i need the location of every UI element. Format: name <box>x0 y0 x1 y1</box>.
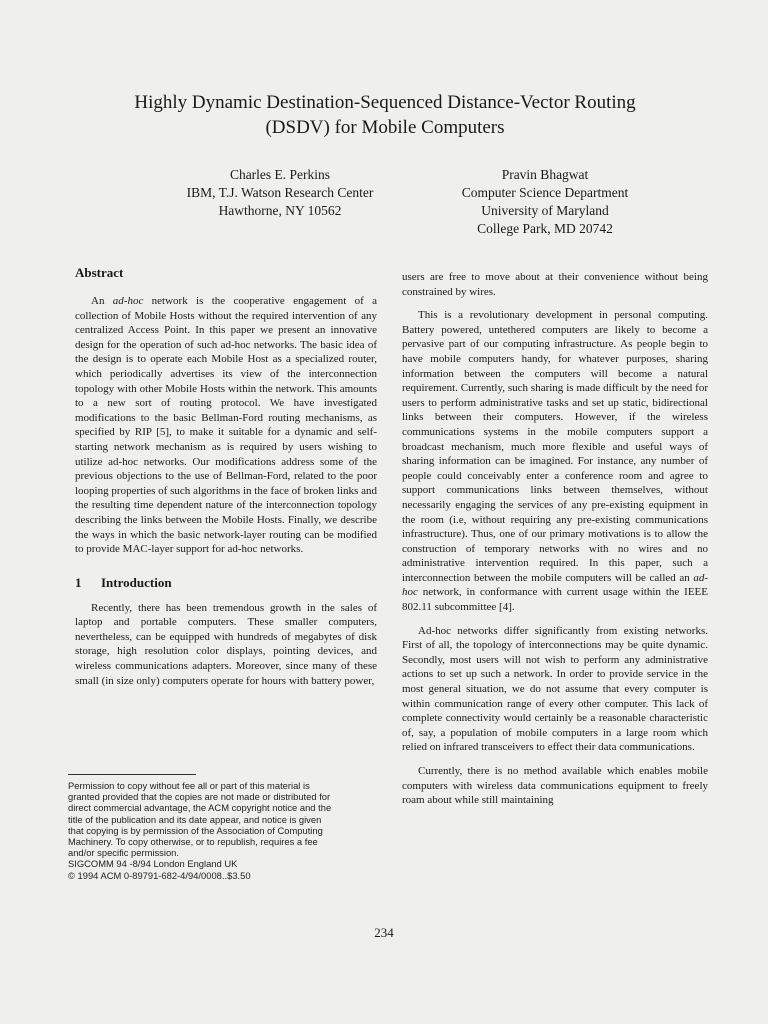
title-line-2: (DSDV) for Mobile Computers <box>265 117 505 138</box>
introduction-heading <box>75 575 377 591</box>
right-column <box>402 270 708 817</box>
intro-paragraph: Ad-hoc networks differ significantly from existing networks. First of all, the topology of interconnections may be quite dynamic. Secondly, most users will not wish to perform any administrative actions to set up such a network. In order to provide service in the most general situation, we do not assume that every computer is within communication range of every other computer. This lack of complete connectivity would certainly be a reasonable characteristic of, say, a population of mobile computers in a large room which relied on infrared transceivers to effect their data communications. <box>402 624 708 754</box>
footnote-line: Machinery. To copy otherwise, or to republish, requires a fee <box>68 836 318 848</box>
intro-paragraph: This is a revolutionary development in personal computing. Battery powered, untethered computers are likely to become a pervasive part of our computing infrastructure. As people begin to have mobile computers handy, for whatever purposes, sharing information between the computers will become a natural requirement. Currently, such sharing is made difficult by the need for users to perform administrative tasks and set up static, bidirectional links between their computers. However, if the wireless communications systems in the mobile computers support a broadcast mechanism, much more flexible and useful ways of sharing information can be imagined. For instance, any number of people could conceivably enter a conference room and agree to support communications links between themselves, without necessarily engaging the services of any pre-existing equipment in the room (i.e, without requiring any pre-existing communications infrastructure). Thus, one of our primary motivations is to allow the construction of temporary networks with no wires and no administrative intervention required. In this paper, such a interconnection between the mobile computers will be called an ad-hoc network, in conformance with current usage within the IEEE 802.11 subcommittee [4]. <box>402 309 708 614</box>
footnote-line: title of the publication and its date appear, and notice is given <box>68 813 322 825</box>
footnote-line: that copying is by permission of the Association of Computing <box>68 824 323 836</box>
footnote-line: granted provided that the copies are not made or distributed for <box>68 791 331 803</box>
footnote-divider <box>68 774 196 775</box>
page-number: 234 <box>374 925 394 940</box>
author-affiliation: Computer Science Department <box>461 185 629 200</box>
title-line-1: Highly Dynamic Destination-Sequenced Distance-Vector Routing <box>134 92 636 113</box>
section-number: 1 <box>75 574 82 590</box>
author-block-1 <box>130 166 430 220</box>
footnote-line: Permission to copy without fee all or part of this material is <box>68 780 310 791</box>
intro-continuation: users are free to move about at their convenience without being constrained by wires. <box>402 271 708 298</box>
author-location: Hawthorne, NY 10562 <box>218 203 342 218</box>
footnote-line: SIGCOMM 94 -8/94 London England UK <box>68 858 238 870</box>
intro-paragraph: Currently, there is no method available which enables mobile computers with wireless data communications equipment to freely roam about while still maintaining <box>402 765 708 807</box>
author-location: College Park, MD 20742 <box>477 221 613 236</box>
footnote-line: and/or specific permission. <box>68 847 179 859</box>
intro-paragraph: Recently, there has been tremendous growth in the sales of laptop and portable computers. These smaller computers, nevertheless, can be equipped with hundreds of megabytes of disk storage, high resolution color displays, pointing devices, and wireless communications adapters. Moreover, since many of these small (in size only) computers operate for hours with battery power, <box>75 601 377 687</box>
author-name: Pravin Bhagwat <box>501 167 589 182</box>
section-title: Introduction <box>101 574 172 590</box>
author-university: University of Maryland <box>481 203 609 218</box>
left-column <box>75 265 377 697</box>
author-name: Charles E. Perkins <box>229 167 331 182</box>
footnote-line: direct commercial advantage, the ACM copyright notice and the <box>68 802 332 814</box>
abstract-paragraph: An ad-hoc network is the cooperative engagement of a collection of Mobile Hosts without the required intervention of any centralized Access Point. In this paper we present an innovative design for the operation of such ad-hoc networks. The basic idea of the design is to operate each Mobile Host as a specialized router, which periodically advertises its view of the interconnection topology with other Mobile Hosts within the network. This amounts to a new sort of routing protocol. We have investigated modifications to the basic Bellman-Ford routing mechanisms, as specified by RIP [5], to make it suitable for a dynamic and self-starting network mechanism as is required by users wishing to utilize ad-hoc networks. Our modifications address some of the previous objections to the use of Bellman-Ford, related to the poor looping properties of such algorithms in the face of broken links and the resulting time dependent nature of the interconnection topology describing the links between the Mobile Hosts. Finally, we describe the ways in which the basic network-layer routing can be modified to provide MAC-layer support for ad-hoc networks. <box>75 295 377 556</box>
abstract-heading: Abstract <box>75 265 124 280</box>
paper-title <box>60 90 710 140</box>
author-block-2 <box>395 166 695 238</box>
author-affiliation: IBM, T.J. Watson Research Center <box>186 185 374 200</box>
copyright-footnote <box>68 780 380 881</box>
footnote-line: © 1994 ACM 0-89791-682-4/94/0008..$3.50 <box>68 869 251 881</box>
